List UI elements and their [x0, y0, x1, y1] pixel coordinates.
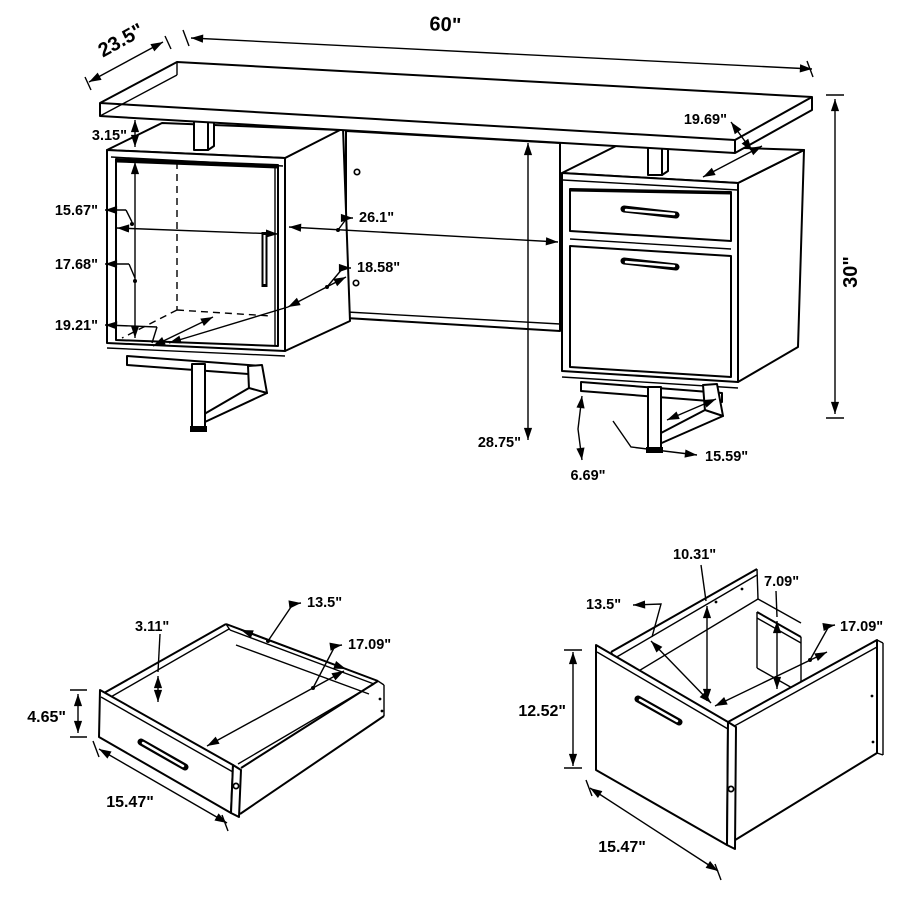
left-leg [190, 364, 267, 432]
dim-label-file-inner-width: 13.5" [586, 597, 622, 613]
dim-label-desk-top-depth: 23.5" [94, 19, 148, 63]
leg-foot-pad [190, 426, 207, 432]
screw-hole-icon [354, 169, 359, 174]
dim-label-knee-width: 26.1" [359, 210, 395, 226]
dim-label-cabinet-inner-height: 17.68" [54, 257, 98, 273]
right-pedestal-drawers [562, 144, 804, 453]
screw-hole-icon [871, 695, 874, 698]
dim-label-underside-clearance: 28.75" [477, 435, 521, 451]
dim-label-pedestal-top-depth: 19.69" [683, 112, 727, 128]
dim-label-small-front-width: 15.47" [106, 794, 154, 811]
screw-hole-icon [381, 710, 384, 713]
dim-label-file-divider-height: 7.09" [764, 574, 800, 590]
file-drawer-body [596, 569, 883, 849]
small-drawer-view [27, 595, 391, 831]
dim-label-small-inner-width: 13.5" [307, 595, 343, 611]
dim-label-cabinet-inner-depth: 19.21" [54, 318, 98, 334]
screw-hole-icon [728, 786, 733, 791]
dim-label-overall-height: 30" [840, 256, 862, 288]
dim-label-small-side-height: 3.11" [135, 619, 170, 635]
drawer-side-panel [727, 640, 877, 845]
dim-label-desk-top-width: 60" [428, 13, 462, 37]
left-pedestal-cabinet [107, 123, 350, 432]
dim-label-small-front-height: 4.65" [27, 709, 66, 726]
screw-hole-icon [379, 698, 382, 701]
screw-hole-icon [741, 588, 744, 591]
dim-label-file-back-height: 10.31" [673, 547, 717, 563]
dim-label-file-inner-depth: 17.09" [840, 619, 884, 635]
dim-label-cabinet-inner-width: 15.67" [54, 203, 98, 219]
dim-label-leg-clearance: 6.69" [570, 468, 606, 484]
dim-label-foot-length: 15.59" [705, 449, 749, 465]
door-handle [262, 232, 268, 287]
screw-hole-icon [872, 741, 875, 744]
file-drawer-view [518, 547, 883, 880]
dim-label-desk-top-gap: 3.15" [91, 128, 127, 144]
dim-label-file-front-width: 15.47" [598, 839, 646, 856]
divider-panel [757, 599, 801, 693]
screw-hole-icon [233, 783, 238, 788]
desk-view [55, 13, 862, 484]
dim-label-small-inner-depth: 17.09" [348, 637, 392, 653]
small-drawer-body [99, 624, 384, 817]
dim-label-file-front-height: 12.52" [518, 703, 566, 720]
dim-label-knee-diagonal: 18.58" [357, 260, 401, 276]
drawer-front-panel [596, 645, 728, 845]
screw-hole-icon [353, 280, 358, 285]
screw-hole-icon [715, 601, 718, 604]
